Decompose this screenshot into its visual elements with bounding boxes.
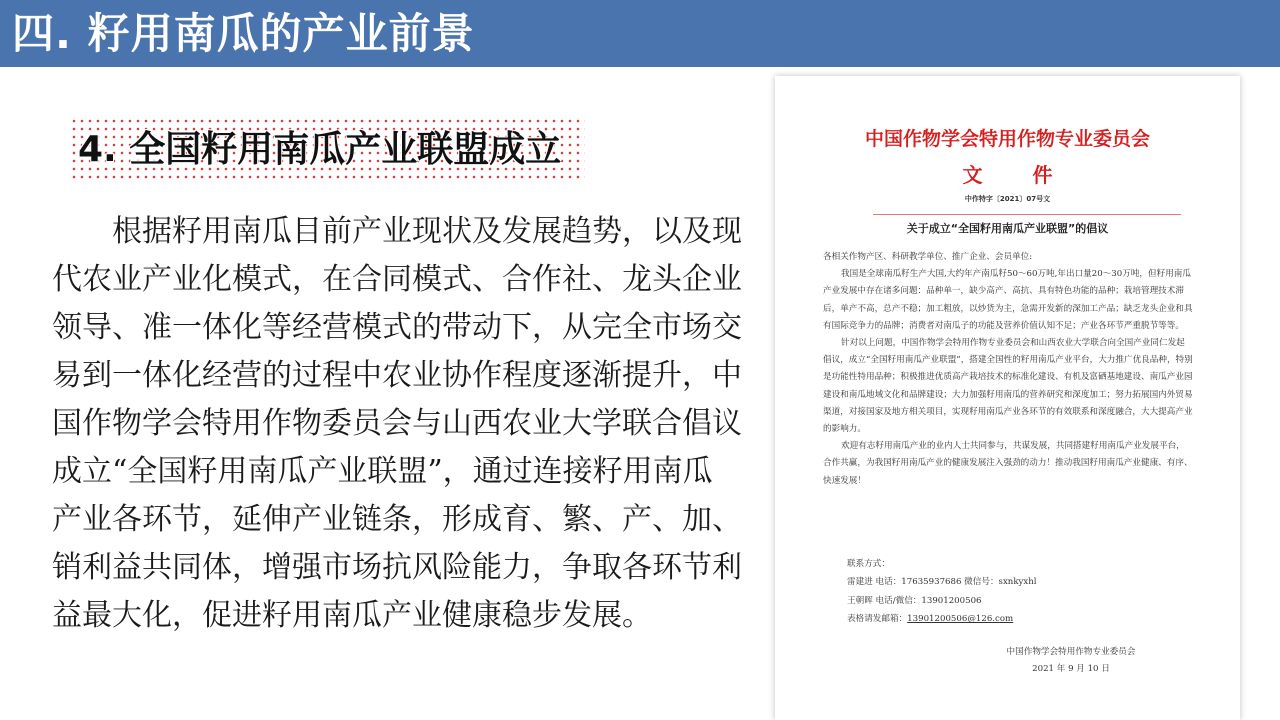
body-paragraph: 根据籽用南瓜目前产业现状及发展趋势，以及现代农业产业化模式，在合同模式、合作社、龙头企业领导、准一体化等经营模式的带动下，从完全市场交易到一体化经营的过程中农业协作程度逐渐提升，中国作物学会特用作物委员会与山西农业大学联合倡议成立“全国籽用南瓜产业联盟”，通过连接籽用南瓜产业各环节，延伸产业链条，形成育、繁、产、加、销利益共同体，增强市场抗风险能力，争取各环节利益最大化，促进籽用南瓜产业健康稳步发展。 [52, 214, 742, 633]
document-body [823, 249, 1193, 490]
document-label: 文件 [962, 163, 1103, 187]
signature-org: 中国作物学会特用作物专业委员会 [1006, 647, 1136, 657]
document-salutation: 各相关作物产区、科研教学单位、推广企业、会员单位: [823, 252, 1033, 262]
document-paragraph: 针对以上问题，中国作物学会特用作物专业委员会和山西农业大学联合向全国产业同仁发起倡议，成立“全国籽用南瓜产业联盟”，搭建全国性的籽用南瓜产业平台，大力推广优良品种，特别是功能性特用品种；积极推进优质高产栽培技术的标准化建设、有机及富硒基地建设、南瓜产业园建设和南瓜地域文化和品牌建设；大力加强籽用南瓜的营养研究和深度加工；努力拓展国内外贸易渠道，对接国家及地方相关项目，实现籽用南瓜产业各环节的有效联系和深度融合，大大提高产业的影响力。 [823, 338, 1193, 435]
document-signature [985, 644, 1157, 678]
document-paragraph: 欢迎有志籽用南瓜产业的业内人士共同参与，共谋发展，共同搭建籽用南瓜产业发展平台，合作共赢，为我国籽用南瓜产业的健康发展注入强劲的动力！推动我国籽用南瓜产业健康、有序、快速发展！ [823, 441, 1193, 486]
document-number: 中作特字〔2021〕07号文 [964, 195, 1051, 203]
header-bar [0, 0, 1280, 67]
document-paragraph: 我国是全球南瓜籽生产大国,大约年产南瓜籽50～60万吨,年出口量20～30万吨，但籽用南瓜产业发展中存在诸多问题：品种单一，缺少高产、高抗、具有特色功能的品种；栽培管理技术滞后，单产不高，总产不稳；加工粗放，以炒货为主，急需开发新的深加工产品；缺乏龙头企业和具有国际竞争力的品牌；消费者对南瓜子的功能及营养价值认知不足；产业各环节严重脱节等等。 [823, 269, 1193, 331]
signature-date: 2021 年 9 月 10 日 [1032, 664, 1110, 674]
subtitle-box [70, 117, 585, 183]
subtitle: 4. 全国籽用南瓜产业联盟成立 [78, 129, 562, 170]
document-divider [873, 214, 1181, 215]
contact-label: 联系方式： [847, 559, 890, 569]
document-contact [847, 555, 1177, 629]
contact-line [847, 610, 1177, 628]
contact-email-link[interactable]: 13901200506@126.com [907, 614, 1014, 625]
contact-line: 王朝晖 电话/微信：13901200506 [847, 595, 982, 606]
contact-email-label: 表格请发邮箱： [847, 614, 908, 625]
document-org-title: 中国作物学会特用作物专业委员会 [864, 128, 1150, 150]
slide-title: 四. 籽用南瓜的产业前景 [12, 9, 475, 58]
document-image [775, 76, 1240, 720]
contact-line: 雷建进 电话：17635937686 微信号：sxnkyxhl [847, 577, 1037, 588]
document-heading: 关于成立“全国籽用南瓜产业联盟”的倡议 [906, 222, 1109, 235]
